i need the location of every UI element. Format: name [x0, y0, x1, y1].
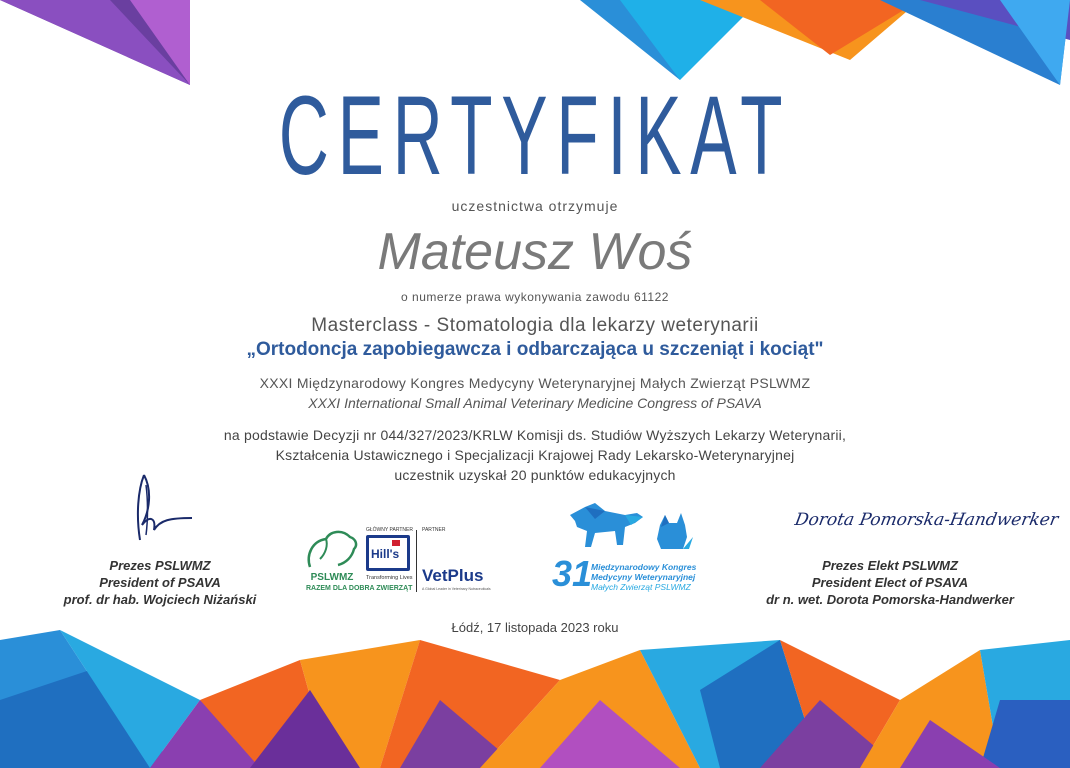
congress-logo-line-2: Medycyny Weterynaryjnej — [591, 572, 696, 582]
hills-text: Hill's — [371, 547, 400, 561]
license-line: o numerze prawa wykonywania zawodu 61122 — [401, 290, 669, 304]
left-role-pl: Prezes PSLWMZ — [109, 558, 211, 573]
signature-left — [130, 470, 210, 550]
signature-block-left — [20, 557, 300, 608]
hills-tagline: Transforming Lives — [366, 575, 413, 581]
pslwmz-tagline: RAZEM DLA DOBRA ZWIERZĄT — [306, 585, 413, 592]
left-role-en: President of PSAVA — [99, 575, 221, 590]
right-signatory-name: dr n. wet. Dorota Pomorska-Handwerker — [766, 592, 1014, 607]
hills-logo — [366, 535, 410, 571]
pslwmz-text: PSLWMZ — [310, 572, 354, 583]
pslwmz-animals-icon — [302, 527, 362, 571]
right-role-en: President Elect of PSAVA — [811, 575, 969, 590]
decision-line-2: Kształcenia Ustawicznego i Specjalizacji Krajowej Rady Lekarsko-Weterynaryjnej — [275, 447, 795, 463]
hills-red-accent — [392, 540, 400, 546]
decision-line-3: uczestnik uzyskał 20 punktów edukacyjnych — [394, 467, 676, 483]
signature-right: Dorota Pomorska-Handwerker — [793, 510, 1060, 530]
congress-logo-line-3: Małych Zwierząt PSLWMZ — [591, 582, 691, 592]
certificate-title: CERTYFIKAT — [278, 73, 792, 198]
course-title: „Ortodoncja zapobiegawcza i odbarczająca u szczeniąt i kociąt" — [246, 339, 824, 360]
partner-label: PARTNER — [422, 527, 446, 533]
partner-divider — [416, 530, 417, 592]
recipient-name: Mateusz Woś — [377, 223, 693, 281]
signature-block-right — [740, 557, 1040, 608]
left-signatory-name: prof. dr hab. Wojciech Niżański — [63, 592, 257, 607]
congress-dog-cat-icon — [565, 497, 695, 557]
congress-name-pl: XXXI Międzynarodowy Kongres Medycyny Weterynaryjnej Małych Zwierząt PSLWMZ — [259, 375, 811, 391]
right-role-pl: Prezes Elekt PSLWMZ — [822, 558, 958, 573]
congress-logo-text — [591, 562, 696, 592]
decision-line-1: na podstawie Decyzji nr 044/327/2023/KRLW Komisji ds. Studiów Wyższych Lekarzy Weterynarii, — [223, 427, 847, 443]
congress-logo-line-1: Międzynarodowy Kongres — [591, 562, 697, 572]
main-partner-label: GŁÓWNY PARTNER — [366, 527, 413, 533]
congress-number: 31 — [552, 553, 593, 594]
vetplus-logo: VetPlus — [422, 566, 484, 585]
issue-date: Łódź, 17 listopada 2023 roku — [451, 620, 619, 635]
received-label: uczestnictwa otrzymuje — [451, 198, 619, 214]
vetplus-tagline: A Global Leader in Veterinary Nutraceuticals — [422, 587, 491, 591]
congress-name-en: XXXI International Small Animal Veterinary Medicine Congress of PSAVA — [308, 395, 762, 411]
course-name: Masterclass - Stomatologia dla lekarzy weterynarii — [311, 315, 759, 336]
